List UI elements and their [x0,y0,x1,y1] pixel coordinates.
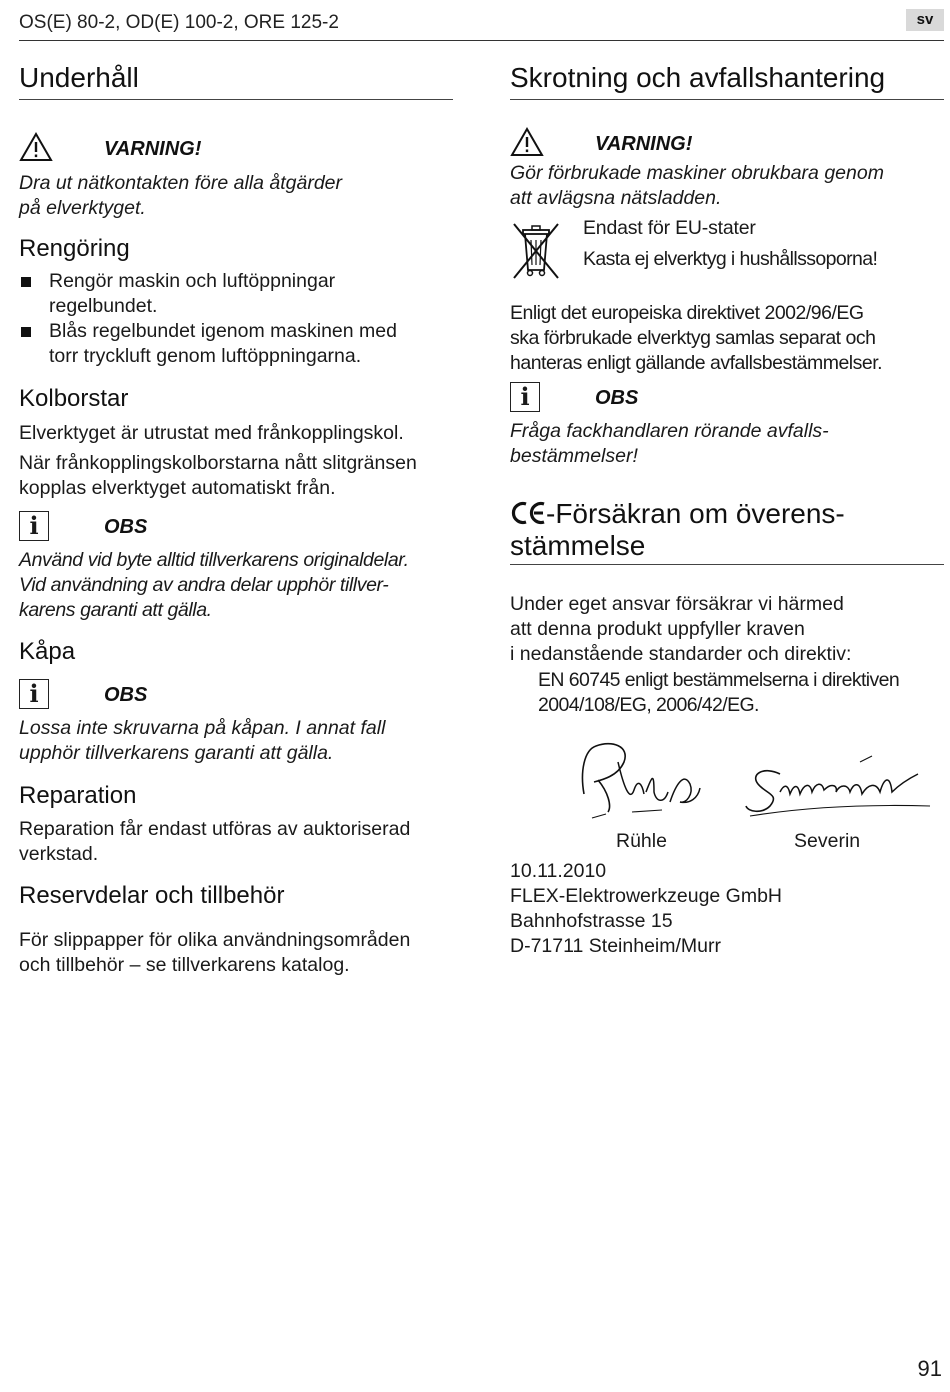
conformity-title-rule [510,564,944,565]
cover-title: Kåpa [19,638,76,665]
eu-only-text: Endast för EU-stater [583,217,756,239]
street: Bahnhofstrasse 15 [510,910,673,932]
list-item: Blås regelbundet igenom maskinen med torr tryckluft genom luftöppningarna. [19,319,453,369]
page-number: 91 [917,1356,942,1381]
disposal-note-text: Fråga fackhandlaren rörande avfalls- bestämmelser! [510,420,829,467]
cover-note-label: OBS [104,684,148,706]
warning-label: VARNING! [595,133,693,155]
warning-text: Gör förbrukade maskiner obrukbara genom att avlägsna nätsladden. [510,162,884,209]
disposal-title-rule [510,99,944,100]
brushes-text: Elverktyget är utrustat med frånkopplingskol. När frånkopplingskolborstarna nått slitgränsen kopplas elverktyget automatiskt från. [19,422,417,499]
maintenance-title: Underhåll [19,62,139,93]
warning-text: Dra ut nätkontakten före alla åtgärder på elverktyget. [19,172,343,219]
info-icon: i [19,511,49,541]
company-name: FLEX-Elektrowerkzeuge GmbH [510,885,783,907]
cleaning-list [19,269,453,369]
disposal-title: Skrotning och avfallshantering [510,62,886,93]
no-household-text: Kasta ej elverktyg i hushållssoporna! [583,248,878,270]
spares-title: Reservdelar och tillbehör [19,882,285,909]
language-badge: sv [906,9,944,31]
repair-text: Reparation får endast utföras av auktoriserad verkstad. [19,818,411,865]
info-icon: i [19,679,49,709]
declaration-date: 10.11.2010 [510,860,607,882]
maintenance-title-rule [19,99,453,100]
directive-text: Enligt det europeiska direktivet 2002/96/EG ska förbrukade elverktyg samlas separat och hanteras enligt gällande avfallsbestämmelser. [510,302,883,374]
header-rule [19,40,944,41]
brushes-note-text: Använd vid byte alltid tillverkarens originaldelar. Vid användning av andra delar upphör tillver- karens garanti att gälla. [19,549,409,621]
ce-mark-icon [510,501,546,525]
warning-triangle-icon [510,127,544,157]
signature-ruhle [572,732,712,822]
company-address [510,859,944,959]
info-icon: i [510,382,540,412]
warning-triangle-icon [19,132,53,162]
list-item: Rengör maskin och luftöppningar regelbundet. [19,269,453,319]
spares-text: För slippapper för olika användningsområden och tillbehör – se tillverkarens katalog. [19,929,411,976]
crossed-bin-icon [510,220,562,282]
cleaning-title: Rengöring [19,235,130,262]
warning-label: VARNING! [104,138,202,160]
city: D-71711 Steinheim/Murr [510,935,721,957]
signature-severin [740,748,936,822]
cover-note-text: Lossa inte skruvarna på kåpan. I annat fall upphör tillverkarens garanti att gälla. [19,717,386,764]
repair-title: Reparation [19,782,137,809]
model-title: OS(E) 80-2, OD(E) 100-2, ORE 125-2 [19,12,339,33]
signatory-1: Rühle [616,830,667,852]
signatory-2: Severin [794,830,861,852]
bullet-icon [21,277,31,287]
standards-text: EN 60745 enligt bestämmelserna i direktiven 2004/108/EG, 2006/42/EG. [538,669,900,716]
brushes-title: Kolborstar [19,385,129,412]
brushes-note-label: OBS [104,516,148,538]
disposal-note-label: OBS [595,387,639,409]
conformity-text: Under eget ansvar försäkrar vi härmed att denna produkt uppfyller kraven i nedanstående standarder och direktiv: [510,593,852,665]
conformity-title: -Försäkran om överens- stämmelse [510,498,845,561]
bullet-icon [21,327,31,337]
